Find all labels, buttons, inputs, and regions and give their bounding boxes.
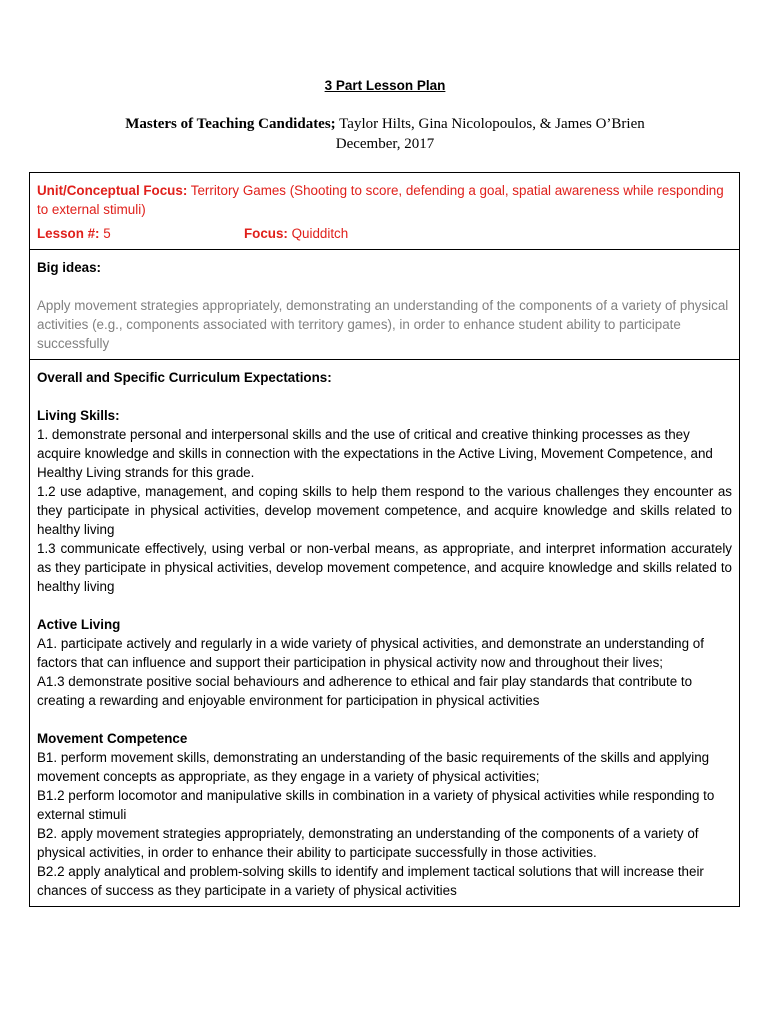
authors-names: Taylor Hilts, Gina Nicolopoulos, & James O’Brien [335,116,645,132]
big-ideas-text: Apply movement strategies appropriately, demonstrating an understanding of the components of a variety of physical activities (e.g., components associated with territory games), in order to enhance student ability to participate successfully [37,298,729,351]
lesson-row [37,224,732,243]
active-living-item: A1. participate actively and regularly in a wide variety of physical activities, and demonstrate an understanding of factors that can influence and support their participation in physical activity now and throughout their lives; [37,636,704,670]
movement-competence-item: B1. perform movement skills, demonstrating an understanding of the basic requirements of the skills and applying movement concepts as appropriate, as they engage in a variety of physical activities; [37,750,710,784]
lesson-number-label: Lesson #: [37,226,100,241]
movement-competence-item: B2.2 apply analytical and problem-solving skills to identify and implement tactical solutions that will increase their chances of success as they participate in a variety of physical activities [37,864,704,898]
living-skills-item: 1.2 use adaptive, management, and coping skills to help them respond to the various challenges they encounter as they participate in physical activities, develop movement competence, and acquire knowledge and skills related to healthy living [37,484,732,537]
movement-competence-item: B2. apply movement strategies appropriately, demonstrating an understanding of the components of a variety of physical activities, in order to enhance their ability to participate successfully in those activities. [37,826,699,860]
movement-competence-item: B1.2 perform locomotor and manipulative skills in combination in a variety of physical activities while responding to external stimuli [37,788,715,822]
unit-focus-text: Territory Games (Shooting to score, defending a goal, spatial awareness while responding to external stimuli) [37,183,724,217]
authors-block [0,114,770,154]
active-living-heading: Active Living [37,617,121,632]
lesson-focus-value: Quidditch [287,226,349,241]
living-skills-item: 1. demonstrate personal and interpersonal skills and the use of critical and creative thinking processes as they acquire knowledge and skills in connection with the expectations in the Active Living, Movement Competence, and Healthy Living strands for this grade. [37,427,713,480]
living-skills-heading: Living Skills: [37,408,120,423]
active-living-item: A1.3 demonstrate positive social behaviours and adherence to ethical and fair play standards that contribute to creating a rewarding and enjoyable environment for participation in physical activities [37,674,693,708]
document-title: 3 Part Lesson Plan [324,78,446,93]
lesson-plan-table [29,172,740,907]
lesson-focus-label: Focus: [244,226,288,241]
unit-focus-cell [30,173,739,250]
big-ideas-cell [30,250,739,360]
curriculum-cell [30,360,739,906]
movement-competence-heading: Movement Competence [37,731,188,746]
lesson-number-value: 5 [99,226,111,241]
authors-label: Masters of Teaching Candidates; [125,116,336,132]
document-date: December, 2017 [335,136,435,152]
unit-focus-label: Unit/Conceptual Focus: [37,183,188,198]
big-ideas-heading: Big ideas: [37,260,101,275]
curriculum-heading: Overall and Specific Curriculum Expectations: [37,370,332,385]
living-skills-item: 1.3 communicate effectively, using verbal or non-verbal means, as appropriate, and interpret information accurately as they participate in physical activities, develop movement competence, and acquire knowledge and skills related to healthy living [37,541,732,594]
